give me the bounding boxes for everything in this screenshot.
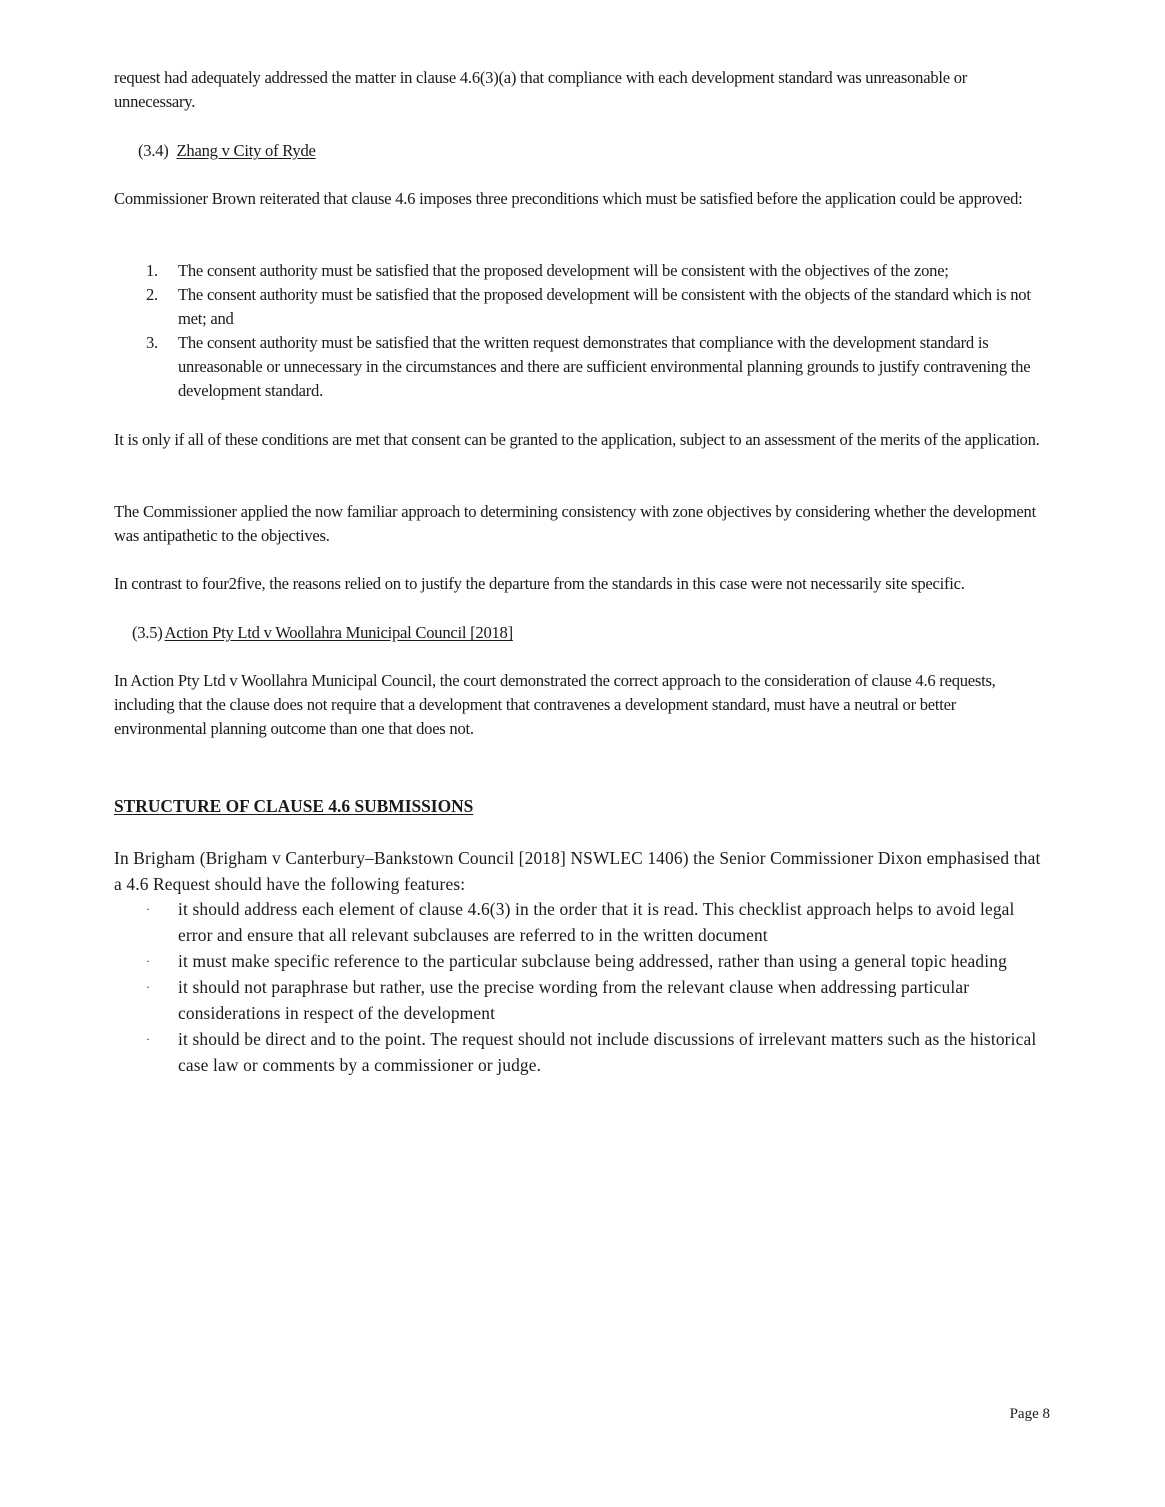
case-title: Action Pty Ltd v Woollahra Municipal Council [2018] bbox=[164, 623, 513, 642]
bullet-icon: · bbox=[146, 1032, 151, 1046]
list-item-text: The consent authority must be satisfied that the proposed development will be consistent with the objectives of the zone; bbox=[178, 261, 949, 280]
list-item-text: it should not paraphrase but rather, use the precise wording from the relevant clause when addressing particular considerations in respect of the development bbox=[178, 977, 970, 1023]
list-item-text: The consent authority must be satisfied that the proposed development will be consistent with the objects of the standard which is not met; and bbox=[178, 285, 1031, 328]
list-item bbox=[114, 948, 1049, 974]
list-item-text: The consent authority must be satisfied that the written request demonstrates that compliance with the development standard is unreasonable or unnecessary in the circumstances and there are sufficient environmental planning grounds to justify contravening the development standard. bbox=[178, 333, 1031, 400]
list-number: 2. bbox=[146, 285, 158, 304]
paragraph-continuation: request had adequately addressed the matter in clause 4.6(3)(a) that compliance with each development standard was unreasonable or unnecessary. bbox=[114, 68, 968, 111]
list-item bbox=[114, 331, 1049, 403]
case-heading-zhang bbox=[138, 139, 316, 163]
paragraph-commissioner-approach: The Commissioner applied the now familiar approach to determining consistency with zone objectives by considering whether the development was antipathetic to the objectives. bbox=[114, 502, 1036, 545]
list-item-text: it must make specific reference to the particular subclause being addressed, rather than using a general topic heading bbox=[178, 951, 1007, 971]
bullet-icon: · bbox=[146, 902, 151, 916]
list-item bbox=[114, 896, 1049, 948]
case-heading-action bbox=[132, 621, 513, 645]
paragraph-commissioner-brown: Commissioner Brown reiterated that clause 4.6 imposes three preconditions which must be satisfied before the application could be approved: bbox=[114, 189, 1023, 208]
list-item bbox=[114, 974, 1049, 1026]
list-item-text: it should be direct and to the point. The request should not include discussions of irrelevant matters such as the historical case law or comments by a commissioner or judge. bbox=[178, 1029, 1037, 1075]
list-item bbox=[114, 1026, 1049, 1078]
paragraph-action: In Action Pty Ltd v Woollahra Municipal Council, the court demonstrated the correct approach to the consideration of clause 4.6 requests, including that the clause does not require that a development that contravenes a development standard, must have a neutral or better environmental planning outcome than one that does not. bbox=[114, 671, 996, 738]
list-number: 3. bbox=[146, 333, 158, 352]
list-item bbox=[114, 283, 1049, 331]
bullet-icon: · bbox=[146, 954, 151, 968]
preconditions-list bbox=[114, 259, 1049, 403]
paragraph-contrast: In contrast to four2five, the reasons relied on to justify the departure from the standards in this case were not necessarily site specific. bbox=[114, 574, 965, 593]
bullet-icon: · bbox=[146, 980, 151, 994]
case-title: Zhang v City of Ryde bbox=[176, 141, 316, 160]
list-number: 1. bbox=[146, 261, 158, 280]
section-heading: STRUCTURE OF CLAUSE 4.6 SUBMISSIONS bbox=[114, 796, 474, 816]
page-number: Page 8 bbox=[1009, 1406, 1050, 1422]
case-number: (3.5) bbox=[132, 623, 163, 642]
list-item-text: it should address each element of clause 4.6(3) in the order that it is read. This checklist approach helps to avoid legal error and ensure that all relevant subclauses are referred to in the written document bbox=[178, 899, 1015, 945]
case-number: (3.4) bbox=[138, 141, 169, 160]
features-list bbox=[114, 896, 1049, 1078]
list-item bbox=[114, 259, 1049, 283]
paragraph-only-if: It is only if all of these conditions are met that consent can be granted to the application, subject to an assessment of the merits of the application. bbox=[114, 430, 1040, 449]
paragraph-brigham: In Brigham (Brigham v Canterbury–Bankstown Council [2018] NSWLEC 1406) the Senior Commissioner Dixon emphasised that a 4.6 Request should have the following features: bbox=[114, 848, 1041, 894]
